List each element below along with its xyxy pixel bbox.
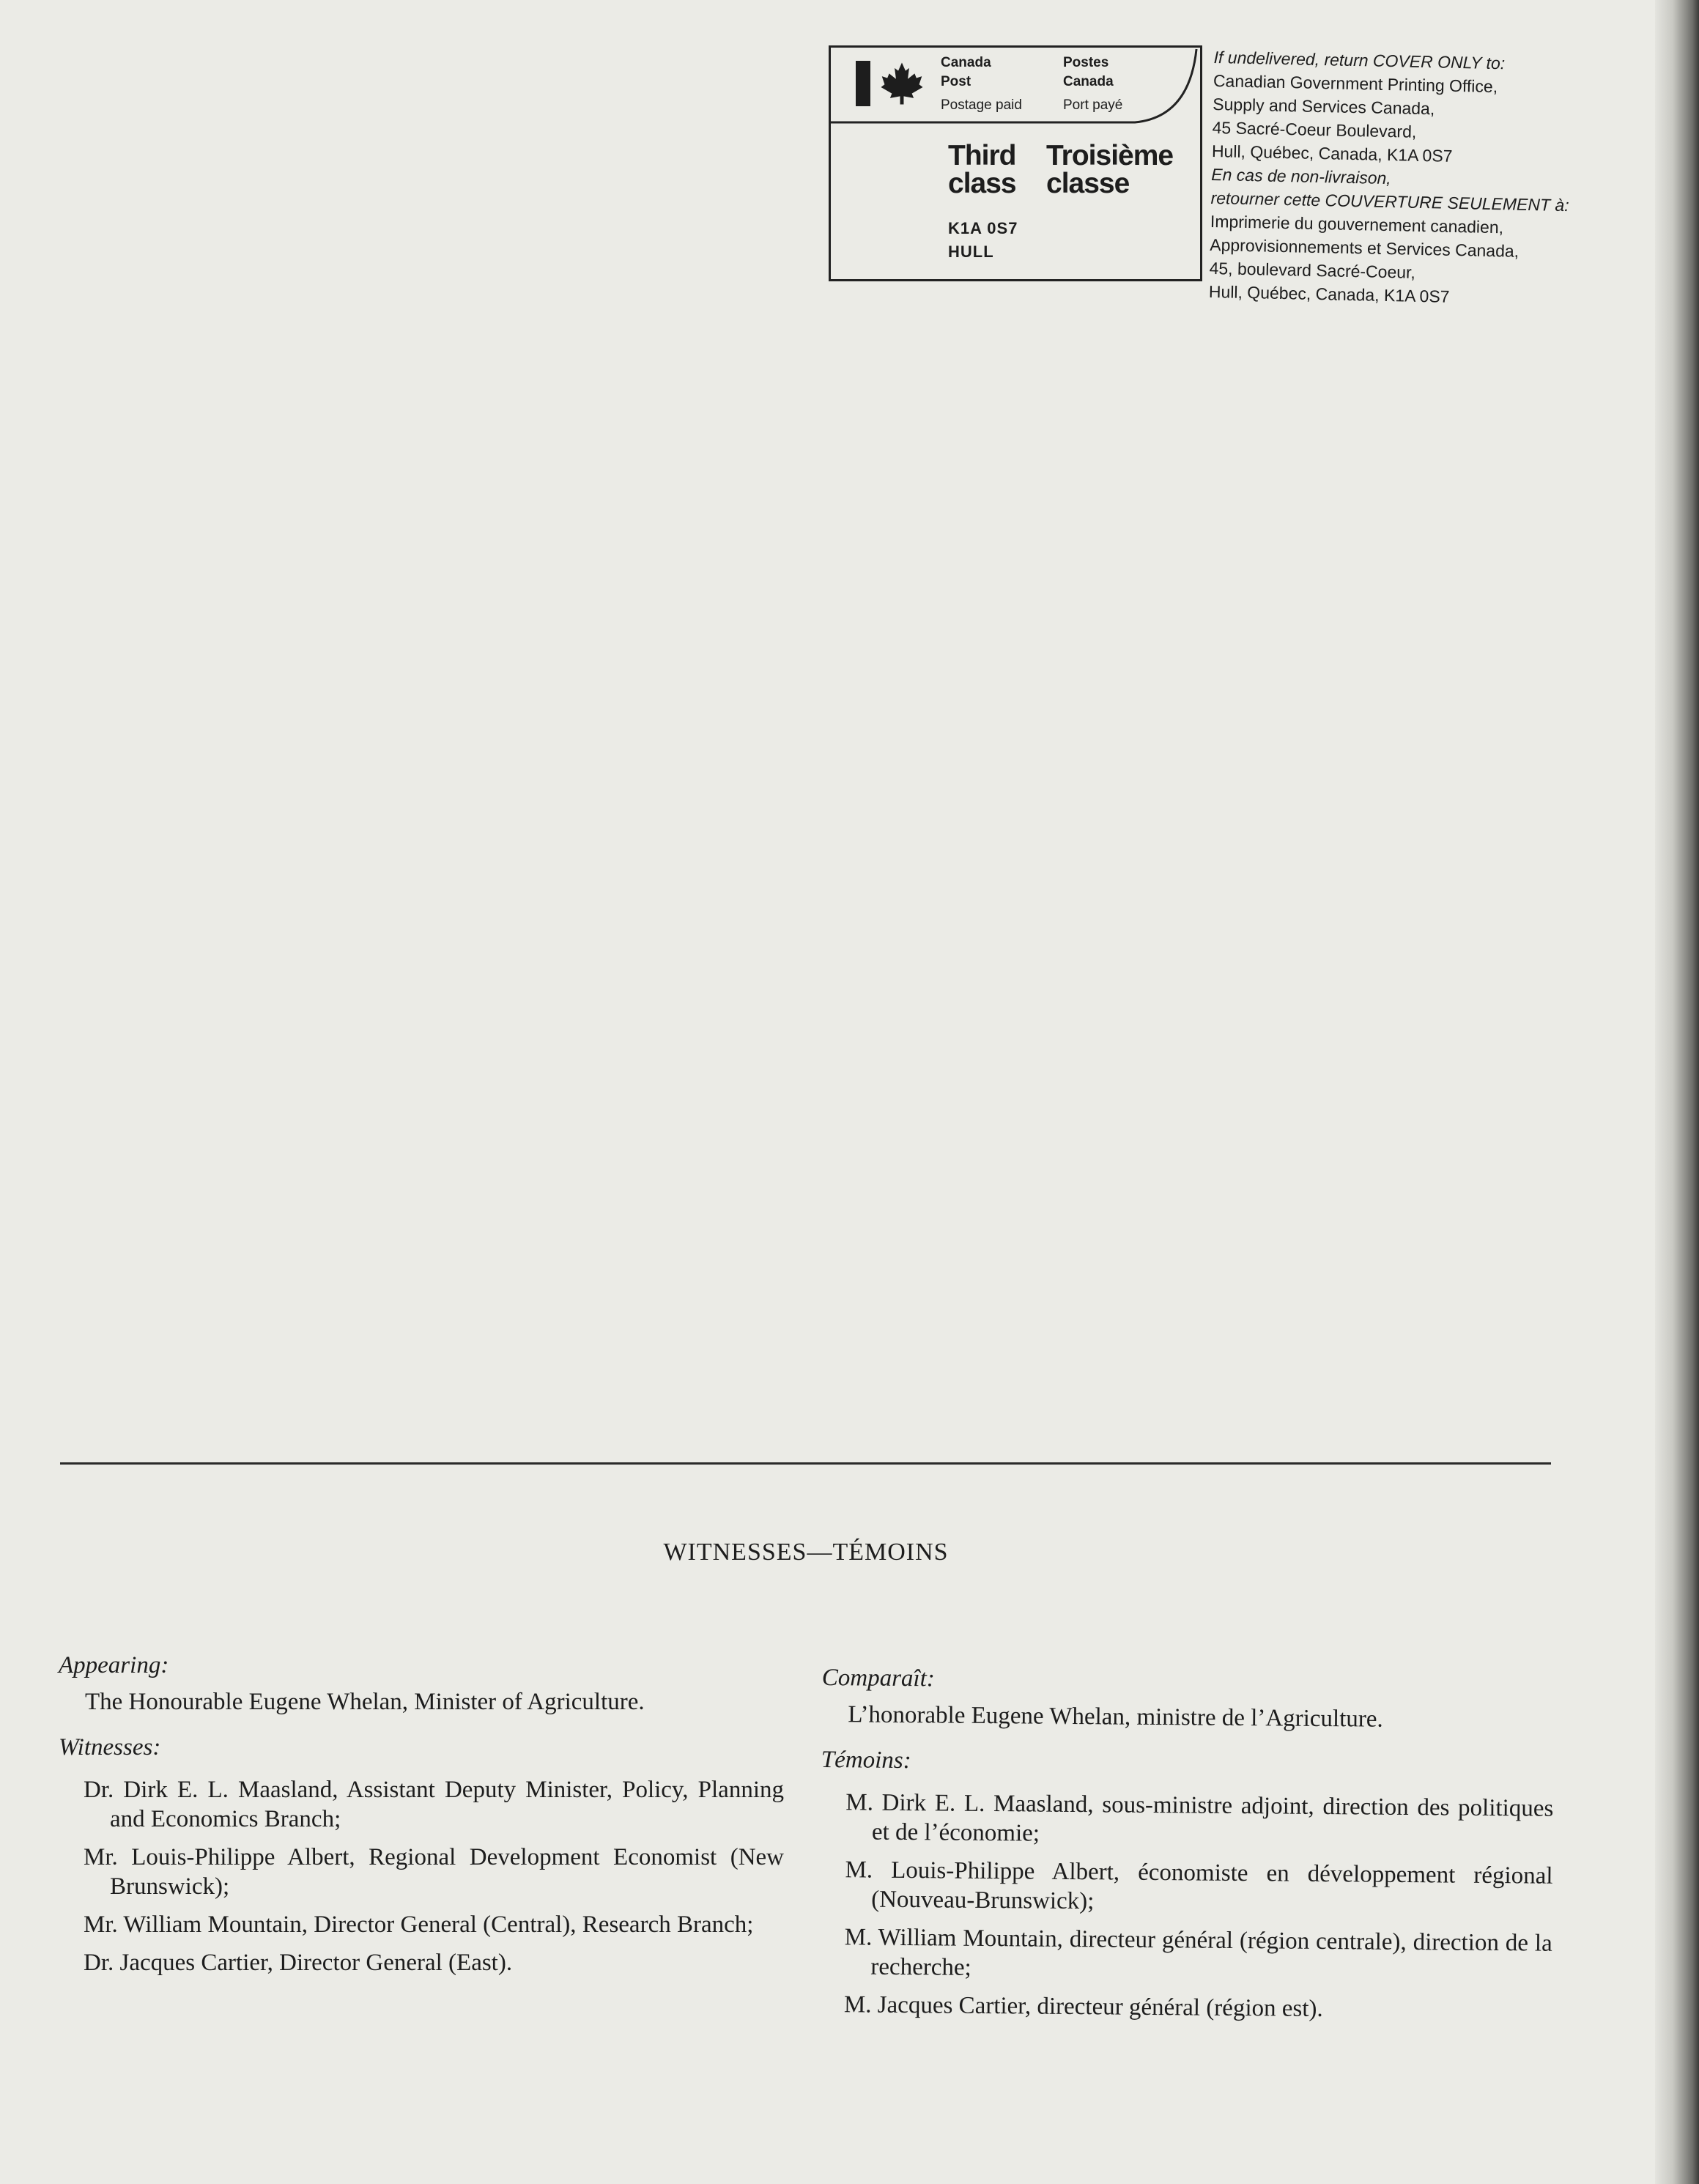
- page-edge-shadow: [1655, 0, 1699, 2184]
- postes-label: Postes: [1063, 55, 1109, 70]
- postal-city: HULL: [948, 243, 994, 261]
- post-label: Post: [941, 74, 971, 89]
- return-line: Supply and Services Canada,: [1213, 94, 1435, 119]
- french-column: [819, 1663, 1555, 2035]
- return-line-fr: Approvisionnements et Services Canada,: [1210, 234, 1520, 261]
- return-line: Hull, Québec, Canada, K1A 0S7: [1211, 141, 1453, 166]
- witness-entry: Dr. Jacques Cartier, Director General (East).: [84, 1950, 513, 1976]
- postage-paid-label: Postage paid: [941, 97, 1022, 113]
- third-label: Third: [948, 140, 1016, 171]
- temoin-entry: M. Dirk E. L. Maasland, sous-ministre adjoint, direction des politiques et de l’économie;: [845, 1789, 1554, 1847]
- return-line-fr: En cas de non-livraison,: [1211, 164, 1392, 188]
- witnesses-heading: Witnesses:: [59, 1734, 161, 1761]
- postage-indicia: [829, 45, 1202, 281]
- class-label: class: [948, 168, 1016, 199]
- comparait-entry: L’honorable Eugene Whelan, ministre de l’Agriculture.: [848, 1701, 1383, 1733]
- english-column: [59, 1651, 784, 1986]
- postal-code: K1A 0S7: [948, 219, 1018, 237]
- temoin-entry: M. William Mountain, directeur général (région centrale), direction de la recherche;: [844, 1924, 1552, 1981]
- return-line-fr: 45, boulevard Sacré-Coeur,: [1209, 258, 1416, 282]
- canada-label: Canada: [941, 55, 991, 70]
- return-line-fr: retourner cette COUVERTURE SEULEMENT à:: [1210, 188, 1569, 215]
- return-line: If undelivered, return COVER ONLY to:: [1213, 47, 1506, 73]
- witnesses-title: WITNESSES—TÉMOINS: [663, 1539, 949, 1566]
- port-paye-label: Port payé: [1063, 97, 1123, 113]
- canada-fr-label: Canada: [1063, 74, 1114, 89]
- witness-entry: Dr. Dirk E. L. Maasland, Assistant Deputy Minister, Policy, Planning and Economics Branch;: [84, 1777, 784, 1832]
- temoin-entry: M. Jacques Cartier, directeur général (région est).: [843, 1991, 1323, 2022]
- witness-entry: Mr. William Mountain, Director General (Central), Research Branch;: [84, 1911, 754, 1938]
- temoins-heading: Témoins:: [821, 1746, 911, 1774]
- return-line-fr: Imprimerie du gouvernement canadien,: [1210, 211, 1504, 237]
- comparait-heading: Comparaît:: [821, 1665, 935, 1692]
- troisieme-label: Troisième: [1046, 140, 1174, 171]
- appearing-heading: Appearing:: [59, 1652, 169, 1678]
- return-address: [1209, 45, 1683, 313]
- flag-bar-icon: [856, 61, 870, 106]
- return-line-fr: Hull, Québec, Canada, K1A 0S7: [1208, 281, 1450, 306]
- return-line: Canadian Government Printing Office,: [1213, 70, 1498, 97]
- maple-leaf-icon: [879, 59, 925, 108]
- temoin-entry: M. Louis-Philippe Albert, économiste en développement régional (Nouveau-Brunswick);: [845, 1857, 1553, 1915]
- horizontal-rule: [60, 1462, 1551, 1465]
- return-line: 45 Sacré-Coeur Boulevard,: [1212, 117, 1417, 141]
- appearing-entry: The Honourable Eugene Whelan, Minister of Agriculture.: [85, 1689, 645, 1715]
- witness-entry: Mr. Louis-Philippe Albert, Regional Development Economist (New Brunswick);: [84, 1844, 784, 1900]
- classe-label: classe: [1046, 168, 1130, 199]
